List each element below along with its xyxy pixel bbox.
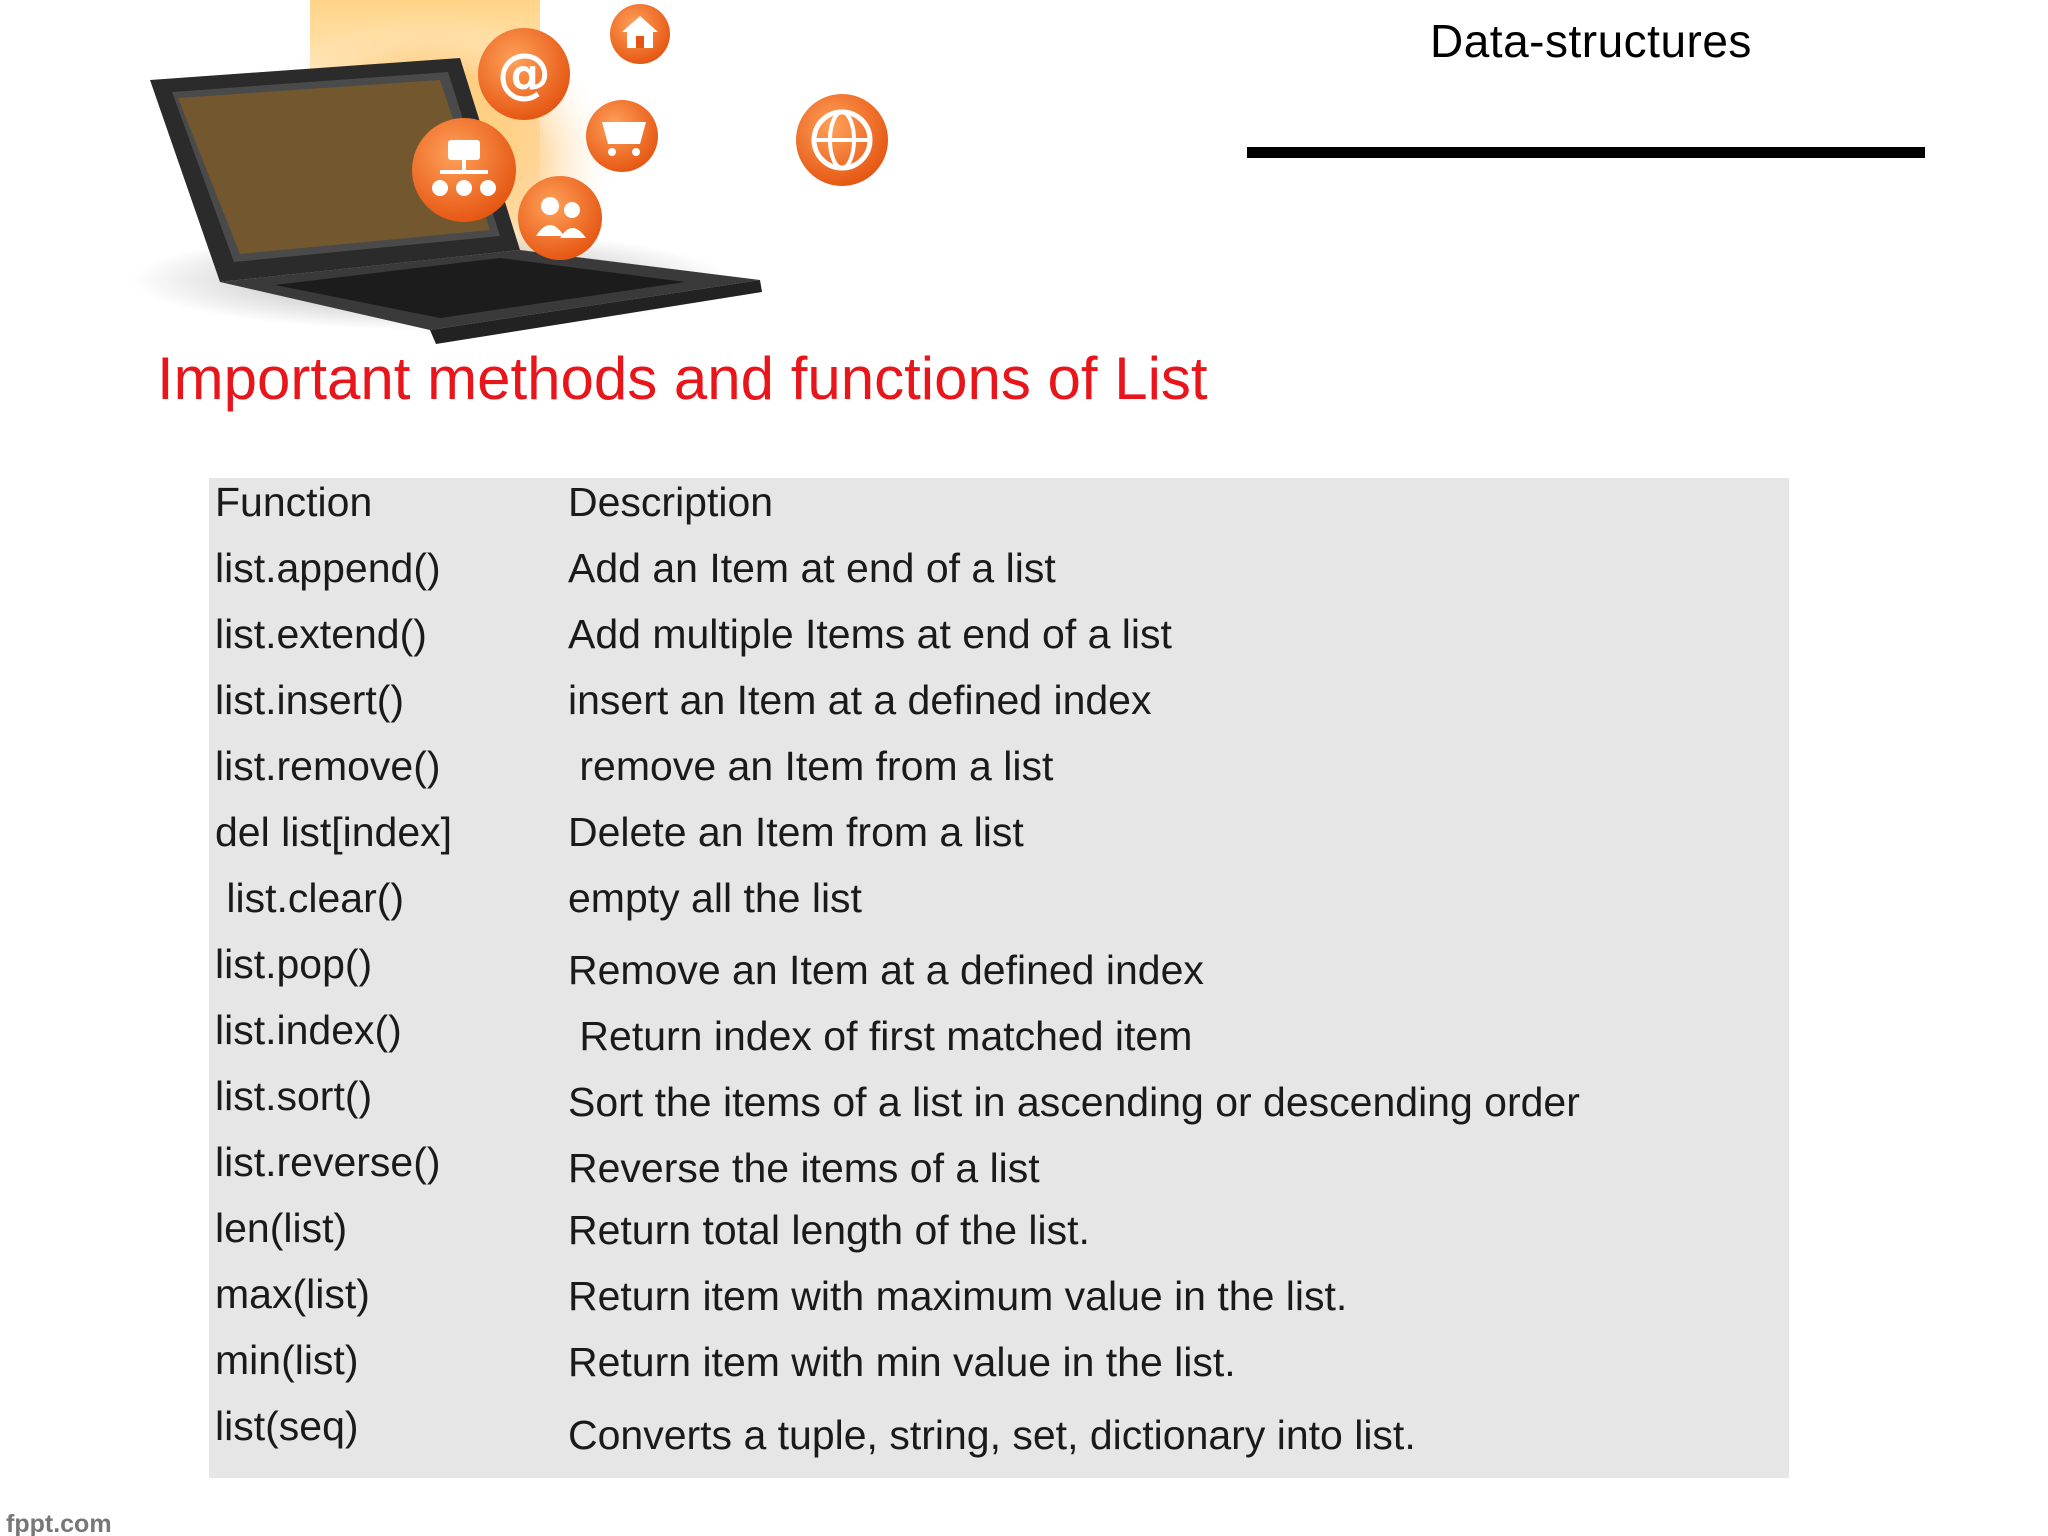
description-cell: Return item with min value in the list. (568, 1339, 1236, 1385)
table-row (209, 742, 1789, 802)
table-header-row (209, 478, 1789, 538)
watermark: fppt.com (6, 1510, 112, 1536)
function-cell: list(seq) (215, 1403, 359, 1449)
function-cell: del list[index] (215, 809, 453, 855)
users-icon (518, 176, 602, 260)
function-cell: list.index() (215, 1007, 402, 1053)
function-cell: list.pop() (215, 941, 373, 987)
description-cell: Sort the items of a list in ascending or descending order (568, 1079, 1580, 1125)
table-row (209, 1336, 1789, 1396)
description-cell: remove an Item from a list (568, 743, 1054, 789)
table-row (209, 1402, 1789, 1462)
network-icon (412, 118, 516, 222)
at-sign-icon (478, 28, 570, 120)
function-cell: len(list) (215, 1205, 348, 1251)
table-row (209, 544, 1789, 604)
header-illustration (100, 0, 920, 360)
description-cell: Remove an Item at a defined index (568, 947, 1204, 993)
table-row (209, 1006, 1789, 1066)
function-cell: min(list) (215, 1337, 359, 1383)
header-divider (1247, 147, 1925, 158)
description-cell: Return item with maximum value in the list. (568, 1273, 1348, 1319)
column-header-description: Description (568, 479, 774, 525)
function-cell: list.remove() (215, 743, 441, 789)
description-cell: Reverse the items of a list (568, 1145, 1040, 1191)
description-cell: empty all the list (568, 875, 862, 921)
home-icon (610, 4, 670, 64)
svg-text:@: @ (497, 42, 551, 105)
function-cell: list.insert() (215, 677, 405, 723)
description-cell: Add an Item at end of a list (568, 545, 1056, 591)
description-cell: Delete an Item from a list (568, 809, 1024, 855)
globe-icon (796, 94, 888, 186)
function-cell: list.clear() (215, 875, 405, 921)
slide-title: Important methods and functions of List (157, 345, 1208, 412)
table-row (209, 808, 1789, 868)
table-row (209, 874, 1789, 934)
function-cell: list.sort() (215, 1073, 373, 1119)
table-row (209, 1270, 1789, 1330)
table-row (209, 610, 1789, 670)
function-cell: list.extend() (215, 611, 427, 657)
description-cell: Return index of first matched item (568, 1013, 1193, 1059)
cart-icon (586, 100, 658, 172)
table-row (209, 1204, 1789, 1264)
function-cell: max(list) (215, 1271, 370, 1317)
description-cell: insert an Item at a defined index (568, 677, 1152, 723)
function-cell: list.append() (215, 545, 441, 591)
function-cell: list.reverse() (215, 1139, 441, 1185)
description-cell: Add multiple Items at end of a list (568, 611, 1172, 657)
table-row (209, 676, 1789, 736)
table-row (209, 940, 1789, 1000)
table-row (209, 1138, 1789, 1198)
table-row (209, 1072, 1789, 1132)
header-title: Data-structures (1430, 15, 1752, 67)
description-cell: Converts a tuple, string, set, dictionary into list. (568, 1412, 1416, 1458)
column-header-function: Function (215, 479, 373, 525)
description-cell: Return total length of the list. (568, 1207, 1090, 1253)
